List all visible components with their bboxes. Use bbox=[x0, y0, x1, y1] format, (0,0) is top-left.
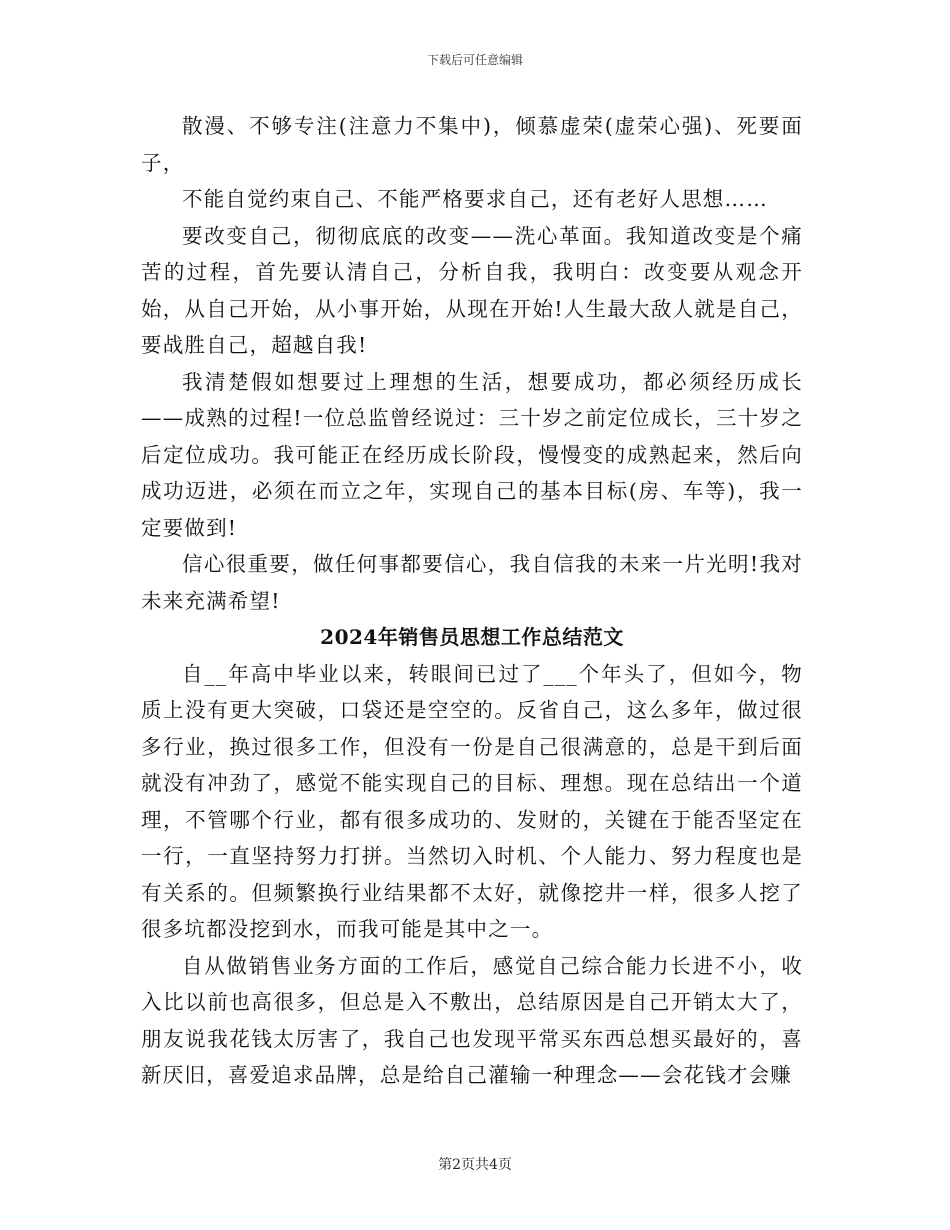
document-body bbox=[141, 108, 803, 1094]
page-header: 下载后可任意编辑 bbox=[426, 53, 523, 67]
paragraph: 不能自觉约束自己、不能严格要求自己，还有老好人思想…… bbox=[182, 187, 768, 211]
paragraph: 我清楚假如想要过上理想的生活，想要成功，都必须经历成长——成熟的过程!一位总监曾经说过：三十岁之前定位成长，三十岁之后定位成功。我可能正在经历成长阶段，慢慢变的成熟起来，然后向成功迈进，必须在而立之年，实现自己的基本目标(房、车等)，我一定要做到! bbox=[141, 369, 803, 540]
paragraph: 自从做销售业务方面的工作后，感觉自己综合能力长进不小，收入比以前也高很多，但总是入不敷出，总结原因是自己开销太大了，朋友说我花钱太厉害了，我自己也发现平常买东西总想买最好的，喜新厌旧，喜爱追求品牌，总是给自己灌输一种理念——会花钱才会赚 bbox=[141, 953, 803, 1087]
paragraph: 自__年高中毕业以来，转眼间已过了___个年头了，但如今，物质上没有更大突破，口袋还是空空的。反省自己，这么多年，做过很多行业，换过很多工作，但没有一份是自己很满意的，总是干到后面就没有冲劲了，感觉不能实现自己的目标、理想。现在总结出一个道理，不管哪个行业，都有很多成功的、发财的，关键在于能否坚定在一行，一直坚持努力打拼。当然切入时机、个人能力、努力程度也是有关系的。但频繁换行业结果都不太好，就像挖井一样，很多人挖了很多坑都没挖到水，而我可能是其中之一。 bbox=[141, 661, 803, 941]
paragraph: 信心很重要，做任何事都要信心，我自信我的未来一片光明!我对未来充满希望! bbox=[141, 552, 803, 613]
page-number: 第2页共4页 bbox=[438, 1157, 512, 1173]
section-title: 2024年销售员思想工作总结范文 bbox=[320, 625, 624, 649]
paragraph: 散漫、不够专注(注意力不集中)，倾慕虚荣(虚荣心强)、死要面子， bbox=[141, 114, 803, 175]
paragraph: 要改变自己，彻彻底底的改变——洗心革面。我知道改变是个痛苦的过程，首先要认清自己，分析自我，我明白：改变要从观念开始，从自己开始，从小事开始，从现在开始!人生最大敌人就是自己，要战胜自己，超越自我! bbox=[141, 223, 803, 357]
